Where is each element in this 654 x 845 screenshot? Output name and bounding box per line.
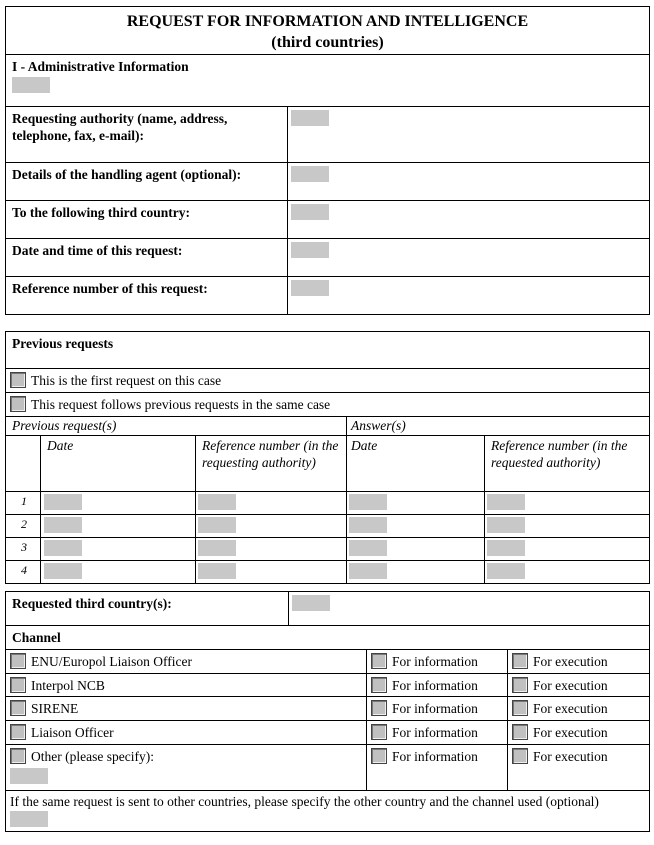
admin-heading: I - Administrative Information: [12, 59, 189, 74]
follows-previous-checkbox[interactable]: [10, 396, 26, 412]
for-execution-checkbox[interactable]: [512, 724, 528, 740]
answer-date-field[interactable]: [349, 517, 387, 533]
request-reference-field[interactable]: [198, 540, 236, 556]
third-country-field[interactable]: [291, 204, 329, 220]
table-row: [6, 492, 650, 515]
answer-date-field[interactable]: [349, 563, 387, 579]
answer-reference-field[interactable]: [487, 494, 525, 510]
channel-sirene-label: SIRENE: [31, 701, 79, 716]
channel-enu-europol-checkbox[interactable]: [10, 653, 26, 669]
channel-row: [6, 674, 650, 697]
other-countries-field[interactable]: [10, 811, 48, 827]
handling-agent-label: Details of the handling agent (optional):: [6, 163, 288, 201]
title-line-2: (third countries): [271, 34, 384, 51]
channel-row: [6, 721, 650, 745]
other-countries-section: [6, 791, 650, 832]
row-number: 2: [6, 515, 41, 538]
answer-reference-field[interactable]: [487, 517, 525, 533]
table-row: [6, 538, 650, 561]
channel-enu-europol-label: ENU/Europol Liaison Officer: [31, 654, 192, 669]
first-request-option[interactable]: [6, 369, 650, 393]
request-reference-field[interactable]: [198, 517, 236, 533]
admin-table: [5, 6, 650, 315]
channel-table: [5, 591, 650, 832]
previous-requests-group-header: Previous request(s): [6, 417, 347, 436]
channel-other-checkbox[interactable]: [10, 748, 26, 764]
answers-group-header: Answer(s): [347, 417, 650, 436]
request-datetime-label: Date and time of this request:: [6, 239, 288, 277]
for-information-checkbox[interactable]: [371, 653, 387, 669]
col-answer-reference: Reference number (in the requested authority): [485, 436, 650, 492]
for-information-label: For information: [392, 678, 478, 693]
request-date-field[interactable]: [44, 494, 82, 510]
channel-interpol-checkbox[interactable]: [10, 677, 26, 693]
for-information-label: For information: [392, 725, 478, 740]
answer-date-field[interactable]: [349, 494, 387, 510]
answer-reference-field[interactable]: [487, 563, 525, 579]
channel-other-field[interactable]: [10, 768, 48, 784]
channel-heading: Channel: [6, 626, 650, 650]
row-number: 3: [6, 538, 41, 561]
form-title: [6, 7, 650, 55]
channel-sirene-checkbox[interactable]: [10, 700, 26, 716]
requested-country-label: Requested third country(s):: [6, 592, 289, 626]
request-date-field[interactable]: [44, 540, 82, 556]
col-request-date: Date: [41, 436, 196, 492]
for-information-label: For information: [392, 749, 478, 764]
col-answer-date: Date: [347, 436, 485, 492]
for-execution-checkbox[interactable]: [512, 748, 528, 764]
requested-country-field[interactable]: [292, 595, 330, 611]
channel-liaison-officer-label: Liaison Officer: [31, 725, 114, 740]
request-reference-field[interactable]: [198, 494, 236, 510]
title-line-1: REQUEST FOR INFORMATION AND INTELLIGENCE: [126, 13, 529, 30]
for-information-checkbox[interactable]: [371, 724, 387, 740]
for-execution-checkbox[interactable]: [512, 653, 528, 669]
admin-section: [6, 55, 650, 107]
channel-row: [6, 745, 650, 791]
first-request-checkbox[interactable]: [10, 372, 26, 388]
for-information-checkbox[interactable]: [371, 748, 387, 764]
request-reference-field[interactable]: [198, 563, 236, 579]
channel-row: [6, 697, 650, 721]
for-execution-label: For execution: [533, 678, 608, 693]
answer-reference-field[interactable]: [487, 540, 525, 556]
channel-interpol-label: Interpol NCB: [31, 678, 105, 693]
for-execution-label: For execution: [533, 701, 608, 716]
reference-number-label: Reference number of this request:: [6, 277, 288, 315]
request-date-field[interactable]: [44, 563, 82, 579]
channel-row: [6, 650, 650, 674]
requesting-authority-field[interactable]: [291, 110, 329, 126]
for-execution-label: For execution: [533, 654, 608, 669]
row-number: 1: [6, 492, 41, 515]
follows-previous-option[interactable]: [6, 393, 650, 417]
table-row: [6, 515, 650, 538]
for-information-checkbox[interactable]: [371, 700, 387, 716]
handling-agent-field[interactable]: [291, 166, 329, 182]
channel-other-label: Other (please specify):: [31, 749, 154, 764]
for-execution-label: For execution: [533, 749, 608, 764]
request-date-field[interactable]: [44, 517, 82, 533]
previous-requests-table: [5, 331, 650, 584]
for-execution-checkbox[interactable]: [512, 677, 528, 693]
answer-date-field[interactable]: [349, 540, 387, 556]
third-country-label: To the following third country:: [6, 201, 288, 239]
requesting-authority-label: Requesting authority (name, address, telephone, fax, e-mail):: [6, 107, 288, 163]
first-request-label: This is the first request on this case: [31, 373, 222, 388]
previous-requests-heading: Previous requests: [6, 332, 650, 369]
row-number: 4: [6, 561, 41, 584]
for-information-label: For information: [392, 654, 478, 669]
for-information-checkbox[interactable]: [371, 677, 387, 693]
col-request-reference: Reference number (in the requesting authority): [196, 436, 347, 492]
admin-info-field[interactable]: [12, 77, 50, 93]
reference-number-field[interactable]: [291, 280, 329, 296]
follows-previous-label: This request follows previous requests in the same case: [31, 397, 331, 412]
for-execution-label: For execution: [533, 725, 608, 740]
table-row: [6, 561, 650, 584]
other-countries-note: If the same request is sent to other countries, please specify the other country and the channel used (optional): [10, 794, 599, 809]
channel-liaison-officer-checkbox[interactable]: [10, 724, 26, 740]
for-execution-checkbox[interactable]: [512, 700, 528, 716]
for-information-label: For information: [392, 701, 478, 716]
request-datetime-field[interactable]: [291, 242, 329, 258]
